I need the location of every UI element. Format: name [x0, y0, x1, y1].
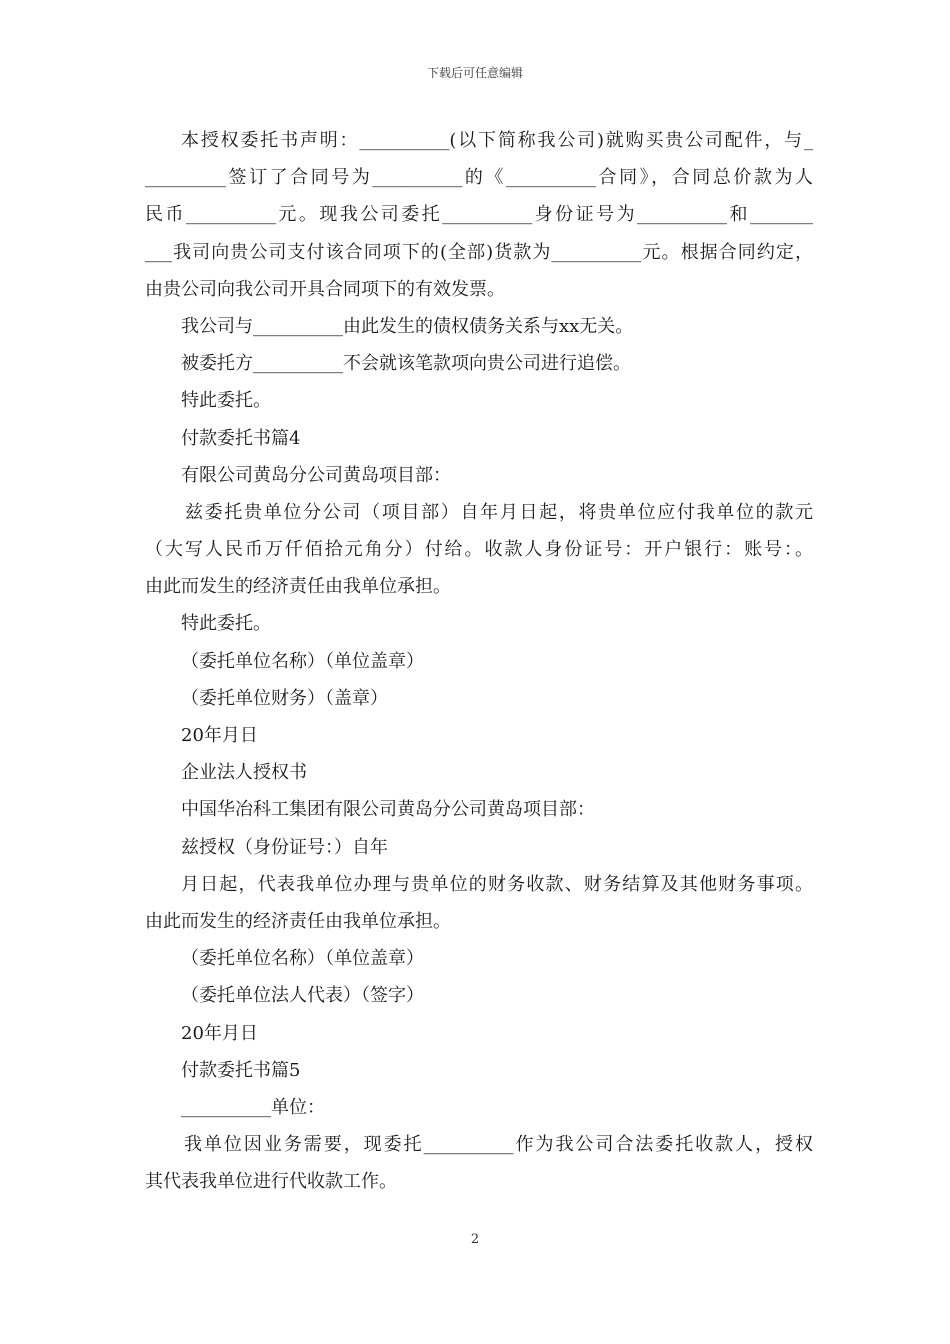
date-line: 20年月日	[181, 725, 258, 746]
addressee-line: 有限公司黄岛分公司黄岛项目部：	[181, 464, 451, 486]
section-heading: 付款委托书篇5	[181, 1059, 301, 1081]
paragraph-line: 本授权委托书声明：__________(以下简称我公司)就购买贵公司配件，与_	[181, 130, 813, 151]
signature-line: （委托单位法人代表）（签字）	[181, 985, 424, 1007]
paragraph-line: 特此委托。	[181, 613, 271, 635]
paragraph-line: 我公司与__________由此发生的债权债务关系与xx无关。	[181, 315, 634, 337]
paragraph-line: 被委托方__________不会就该笔款项向贵公司进行追偿。	[181, 353, 631, 375]
signature-line: （委托单位名称）（单位盖章）	[181, 948, 424, 970]
document-body	[145, 122, 813, 1200]
paragraph-line: 其代表我单位进行代收款工作。	[145, 1171, 397, 1193]
paragraph-line: ___我司向贵公司支付该合同项下的(全部)货款为__________元。根据合同约定，	[145, 241, 813, 263]
page-header: 下载后可任意编辑	[426, 66, 523, 80]
paragraph-line: 兹授权（身份证号：）自年	[181, 836, 388, 858]
signature-line: （委托单位名称）（单位盖章）	[181, 650, 424, 672]
paragraph-line: 由贵公司向我公司开具合同项下的有效发票。	[145, 278, 505, 300]
paragraph-line: 特此委托。	[181, 390, 271, 412]
paragraph-line: 月日起，代表我单位办理与贵单位的财务收款、财务结算及其他财务事项。	[181, 873, 813, 895]
page-number: 2	[470, 1232, 480, 1247]
paragraph-line: 由此而发生的经济责任由我单位承担。	[145, 576, 451, 598]
paragraph-line: 由此而发生的经济责任由我单位承担。	[145, 910, 451, 932]
section-heading: 企业法人授权书	[181, 762, 307, 784]
paragraph-line: 我单位因业务需要，现委托__________作为我公司合法委托收款人，授权	[184, 1134, 813, 1156]
paragraph-line: 民币__________元。现我公司委托__________身份证号为__________和_______	[145, 204, 813, 226]
signature-line: （委托单位财务）（盖章）	[181, 687, 388, 709]
date-line: 20年月日	[181, 1022, 258, 1044]
paragraph-line: （大写人民币万仟佰拾元角分）付给。收款人身份证号：开户银行：账号：。	[145, 539, 813, 561]
addressee-line: 中国华冶科工集团有限公司黄岛分公司黄岛项目部：	[181, 799, 595, 821]
section-heading: 付款委托书篇4	[181, 427, 301, 449]
paragraph-line: 兹委托贵单位分公司（项目部）自年月日起，将贵单位应付我单位的款元	[185, 501, 813, 523]
paragraph-line: _________签订了合同号为__________的《__________合同》，合同总价款为人	[145, 167, 813, 189]
addressee-line: __________单位：	[181, 1096, 325, 1118]
